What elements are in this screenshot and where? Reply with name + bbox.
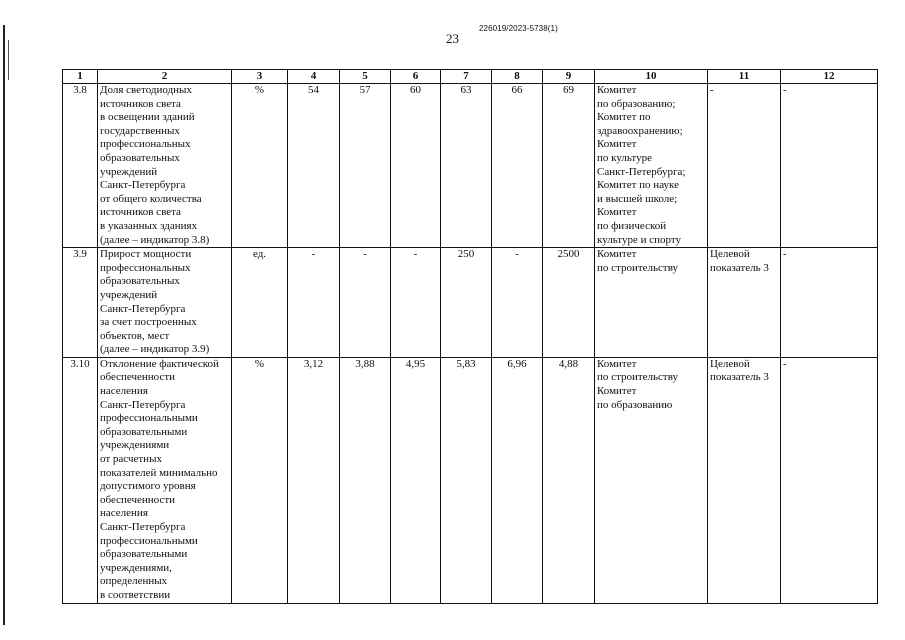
page-number: 23	[446, 31, 459, 46]
indicator-line: образовательными	[100, 548, 188, 561]
executor-line: культуре и спорту	[597, 233, 682, 246]
executor-line: по строительству	[597, 261, 679, 274]
indicator-line: образовательных	[100, 151, 180, 164]
indicator-name	[98, 248, 232, 358]
executor-line: Комитет	[597, 248, 637, 261]
indicator-line: образовательных	[100, 275, 180, 288]
executor-cell	[595, 248, 708, 358]
table-row	[63, 84, 878, 248]
value-cell: 69	[543, 84, 595, 248]
indicator-line: источников света	[100, 97, 181, 110]
value-cell: 66	[492, 84, 543, 248]
header-cell: 5	[340, 70, 391, 84]
col12-cell: -	[781, 248, 878, 358]
value-cell: 6,96	[492, 357, 543, 603]
target-line: -	[710, 84, 714, 96]
executor-line: по культуре	[597, 151, 652, 164]
indicator-line: источников света	[100, 206, 181, 219]
indicator-line: учреждениями	[100, 439, 170, 452]
indicator-line: допустимого уровня	[100, 480, 196, 493]
value-cell: 4,95	[391, 357, 441, 603]
indicator-line: Санкт-Петербурга	[100, 179, 186, 192]
executor-line: Санкт-Петербурга;	[597, 165, 686, 178]
indicator-line: государственных	[100, 124, 180, 137]
indicator-line: определенных	[100, 575, 168, 588]
indicator-line: Прирост мощности	[100, 248, 192, 261]
indicator-line: образовательными	[100, 425, 188, 438]
header-cell: 1	[63, 70, 98, 84]
indicators-table	[62, 69, 878, 604]
indicator-line: Санкт-Петербурга	[100, 398, 186, 411]
executor-cell	[595, 84, 708, 248]
value-cell: 250	[441, 248, 492, 358]
indicator-line: показателей минимально	[100, 466, 218, 479]
header-cell: 2	[98, 70, 232, 84]
indicator-line: от общего количества	[100, 192, 202, 205]
value-cell: -	[288, 248, 340, 358]
indicator-line: за счет построенных	[100, 316, 197, 329]
indicator-name	[98, 357, 232, 603]
target-line: Целевой	[710, 248, 750, 261]
unit-cell: %	[232, 84, 288, 248]
indicator-line: в освещении зданий	[100, 111, 195, 124]
value-cell: -	[340, 248, 391, 358]
indicator-line: (далее – индикатор 3.8)	[100, 233, 210, 246]
indicator-line: от расчетных	[100, 453, 162, 466]
document-id: 226019/2023-5738(1)	[479, 24, 558, 33]
target-cell	[708, 84, 781, 248]
executor-line: по физической	[597, 219, 667, 232]
executor-cell	[595, 357, 708, 603]
unit-cell: ед.	[232, 248, 288, 358]
executor-line: Комитет	[597, 84, 637, 96]
value-cell: 57	[340, 84, 391, 248]
executor-line: по образованию;	[597, 97, 676, 110]
table-row	[63, 248, 878, 358]
target-line: показатель 3	[710, 371, 769, 384]
indicator-line: Санкт-Петербурга	[100, 302, 186, 315]
indicator-line: Отклонение фактической	[100, 357, 219, 370]
indicator-name	[98, 84, 232, 248]
header-cell: 10	[595, 70, 708, 84]
executor-line: и высшей школе;	[597, 192, 678, 205]
executor-line: Комитет	[597, 138, 637, 151]
value-cell: -	[492, 248, 543, 358]
indicator-line: населения	[100, 507, 148, 520]
header-cell: 12	[781, 70, 878, 84]
indicator-line: (далее – индикатор 3.9)	[100, 343, 210, 356]
indicator-line: в соответствии	[100, 588, 171, 601]
value-cell: 2500	[543, 248, 595, 358]
scan-edge-mark-secondary	[8, 40, 9, 80]
table-row	[63, 357, 878, 603]
header-cell: 7	[441, 70, 492, 84]
header-row	[63, 70, 878, 84]
executor-line: Комитет по	[597, 111, 651, 124]
value-cell: 54	[288, 84, 340, 248]
indicator-line: в указанных зданиях	[100, 219, 198, 232]
executor-line: Комитет	[597, 206, 637, 219]
indicator-line: обеспеченности	[100, 493, 176, 506]
value-cell: 3,88	[340, 357, 391, 603]
indicator-line: учреждений	[100, 288, 158, 301]
indicator-line: Доля светодиодных	[100, 84, 192, 96]
row-id: 3.9	[63, 248, 98, 358]
indicator-line: профессиональных	[100, 138, 191, 151]
row-id: 3.8	[63, 84, 98, 248]
indicator-line: профессиональных	[100, 261, 191, 274]
target-line: Целевой	[710, 357, 750, 370]
value-cell: 4,88	[543, 357, 595, 603]
executor-line: по строительству	[597, 371, 679, 384]
header-cell: 8	[492, 70, 543, 84]
executor-line: по образованию	[597, 398, 673, 411]
row-id: 3.10	[63, 357, 98, 603]
target-cell	[708, 357, 781, 603]
indicator-line: объектов, мест	[100, 329, 170, 342]
col12-cell: -	[781, 84, 878, 248]
indicator-line: учреждений	[100, 165, 158, 178]
value-cell: 5,83	[441, 357, 492, 603]
indicator-line: населения	[100, 385, 148, 398]
col12-cell: -	[781, 357, 878, 603]
unit-cell: %	[232, 357, 288, 603]
target-line: показатель 3	[710, 261, 769, 274]
indicator-line: Санкт-Петербурга	[100, 521, 186, 533]
executor-line: Комитет	[597, 357, 637, 370]
header-cell: 3	[232, 70, 288, 84]
header-cell: 6	[391, 70, 441, 84]
indicator-line: учреждениями,	[100, 561, 172, 574]
scan-edge-mark	[3, 25, 5, 625]
value-cell: 3,12	[288, 357, 340, 603]
executor-line: Комитет по науке	[597, 179, 679, 192]
indicator-line: обеспеченности	[100, 371, 176, 384]
value-cell: 63	[441, 84, 492, 248]
indicator-line: профессиональными	[100, 534, 198, 547]
header-cell: 4	[288, 70, 340, 84]
header-cell: 11	[708, 70, 781, 84]
header-cell: 9	[543, 70, 595, 84]
target-cell	[708, 248, 781, 358]
value-cell: -	[391, 248, 441, 358]
indicator-line: профессиональными	[100, 412, 198, 425]
value-cell: 60	[391, 84, 441, 248]
executor-line: здравоохранению;	[597, 124, 683, 137]
executor-line: Комитет	[597, 385, 637, 398]
